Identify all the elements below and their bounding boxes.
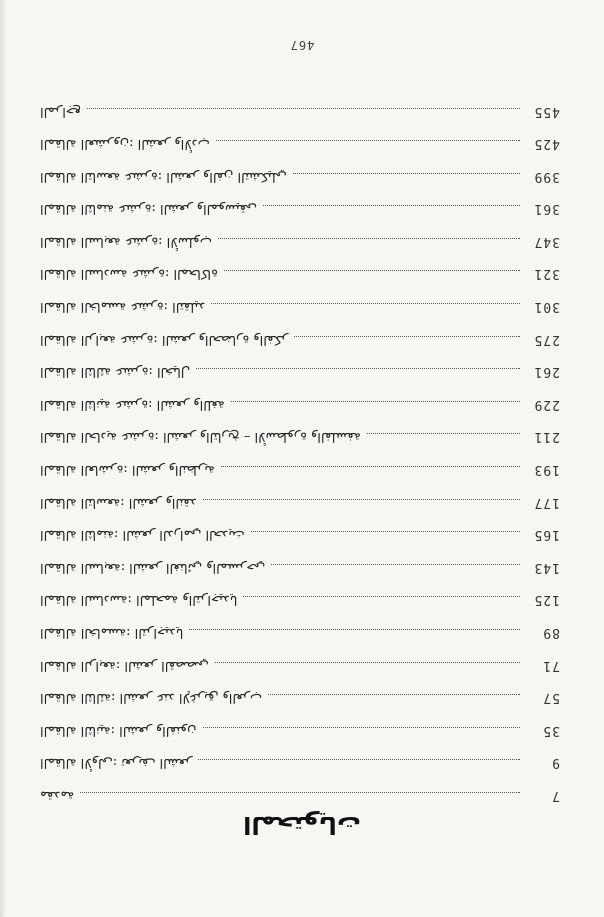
dot-leader <box>271 564 520 565</box>
toc-entry-title: المقالة السابعة عشرة: الأسلوب <box>40 233 212 249</box>
table-of-contents <box>40 86 560 803</box>
dot-leader <box>218 238 520 239</box>
toc-entry-page: 7 <box>551 788 560 803</box>
dot-leader <box>251 531 520 532</box>
toc-entry-title: المقالة التاسعة: الشعر والنقد <box>40 494 197 510</box>
toc-entry-title: المقالة الخامسة: التراجيديا <box>40 625 184 641</box>
toc-entry-page: 229 <box>533 396 560 412</box>
toc-entry-title: المقالة الرابعة: الشعر القصصي <box>40 657 209 673</box>
dot-leader <box>224 271 520 272</box>
toc-entry-title: المقالة الأولى: تعريف الشعر <box>40 755 193 771</box>
toc-row <box>40 607 560 640</box>
toc-row <box>40 412 560 445</box>
toc-row <box>40 249 560 282</box>
toc-entry-page: 211 <box>533 429 560 445</box>
toc-entry-title: المقالة الرابعة عشرة: الشعر والحضارة والفكر <box>40 331 289 347</box>
toc-row <box>40 347 560 380</box>
toc-row <box>40 379 560 412</box>
dot-leader <box>189 629 520 630</box>
toc-entry-page: 301 <box>533 299 560 315</box>
dot-leader <box>196 368 520 369</box>
dot-leader <box>231 401 520 402</box>
toc-entry-title: المقالة العشرون: الشعر والأدب <box>40 136 210 152</box>
toc-row <box>40 184 560 217</box>
toc-entry-page: 165 <box>533 527 560 543</box>
toc-entry-title: المقالة الثالثة عشرة: الخيال <box>40 364 191 380</box>
toc-entry-page: 57 <box>542 690 560 706</box>
dot-leader <box>268 694 520 695</box>
toc-entry-title: المقالة العاشرة: الشعر والنظرية <box>40 462 215 478</box>
page-title: المحتويات <box>243 811 361 839</box>
toc-entry-page: 71 <box>542 657 560 673</box>
toc-row <box>40 282 560 315</box>
toc-row <box>40 738 560 771</box>
toc-entry-page: 125 <box>533 592 560 608</box>
toc-entry-page: 193 <box>533 462 560 478</box>
dot-leader <box>87 108 520 109</box>
toc-row <box>40 673 560 706</box>
toc-entry-title: المراجع <box>40 103 81 119</box>
toc-row <box>40 314 560 347</box>
toc-entry-page: 321 <box>533 266 560 282</box>
toc-entry-page: 399 <box>533 168 560 184</box>
toc-entry-title: المقالة السابعة: الشعر الغنائي والمسرحي <box>40 559 266 575</box>
toc-entry-title: المقالة السادسة عشرة: المحاكاة <box>40 266 218 282</box>
toc-entry-title: مقدمة <box>40 788 75 803</box>
toc-entry-page: 455 <box>533 103 560 119</box>
toc-row <box>40 86 560 119</box>
toc-row <box>40 542 560 575</box>
toc-row <box>40 444 560 477</box>
toc-entry-page: 177 <box>533 494 560 510</box>
toc-row <box>40 770 560 803</box>
dot-leader <box>216 140 520 141</box>
toc-entry-page: 361 <box>533 201 560 217</box>
toc-entry-title: المقالة السادسة: الملحمة والتراجيديا <box>40 592 238 608</box>
dot-leader <box>293 173 520 174</box>
dot-leader <box>80 792 520 793</box>
dot-leader <box>203 727 520 728</box>
toc-entry-page: 35 <box>542 722 560 738</box>
dot-leader <box>211 303 520 304</box>
toc-row <box>40 705 560 738</box>
toc-entry-page: 9 <box>551 755 560 771</box>
dot-leader <box>294 336 520 337</box>
toc-row <box>40 119 560 152</box>
toc-entry-title: المقالة الثالثة: الشعر عند الإغريق والعرب <box>40 690 263 706</box>
page-number: 467 <box>289 38 315 52</box>
toc-entry-page: 425 <box>533 136 560 152</box>
toc-entry-title: المقالة التاسعة عشرة: الشعر والفن التشكيلي <box>40 168 287 184</box>
toc-row <box>40 477 560 510</box>
dot-leader <box>243 596 520 597</box>
toc-entry-page: 143 <box>533 559 560 575</box>
toc-entry-page: 347 <box>533 233 560 249</box>
toc-row <box>40 151 560 184</box>
toc-entry-title: المقالة الخامسة عشرة: التقليد <box>40 299 206 315</box>
toc-entry-title: المقالة الثانية عشرة: الشعر واللغة <box>40 396 225 412</box>
toc-entry-page: 89 <box>542 625 560 641</box>
toc-entry-title: المقالة الثامنة: الشعر الدرامي الحديث <box>40 527 245 543</box>
dot-leader <box>263 205 520 206</box>
toc-entry-page: 261 <box>533 364 560 380</box>
toc-row <box>40 510 560 543</box>
dot-leader <box>367 433 520 434</box>
dot-leader <box>221 466 520 467</box>
dot-leader <box>198 759 520 760</box>
dot-leader <box>215 662 520 663</box>
toc-row <box>40 640 560 673</box>
toc-entry-title: المقالة الثامنة عشرة: الشعر والموسيقى <box>40 201 258 217</box>
toc-row <box>40 575 560 608</box>
toc-row <box>40 216 560 249</box>
toc-entry-title: المقالة الحادية عشرة: الشعر والتاريخ – الأسطورة والفلسفة <box>40 429 361 445</box>
toc-entry-title: المقالة الثانية: الشعر والفنون <box>40 722 197 738</box>
toc-entry-page: 275 <box>533 331 560 347</box>
dot-leader <box>203 499 520 500</box>
